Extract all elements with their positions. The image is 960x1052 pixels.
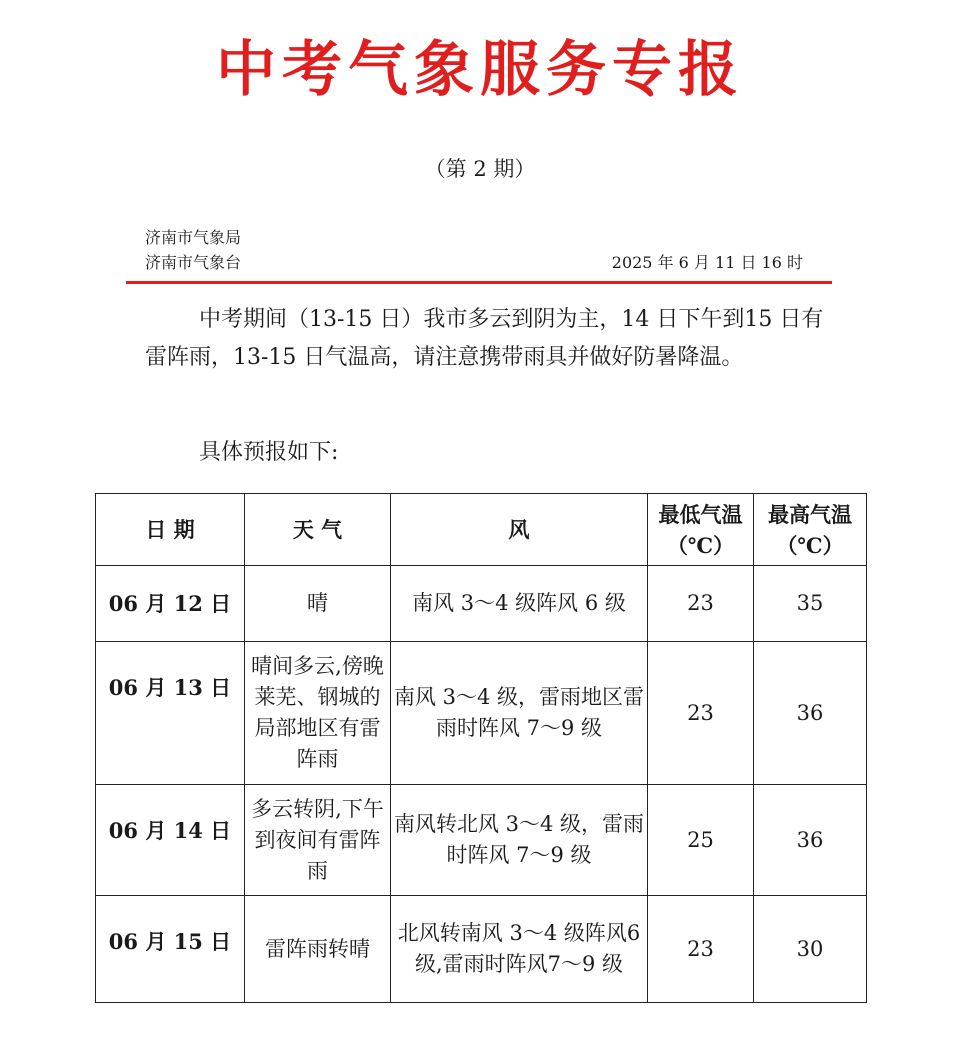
red-divider: [126, 281, 832, 284]
row-min-temp: 25: [648, 785, 754, 896]
col-header-max-temp: 最高气温（℃）: [754, 494, 867, 566]
row-weather: 晴间多云,傍晚莱芜、钢城的局部地区有雷阵雨: [245, 642, 391, 785]
row-weather: 多云转阴,下午到夜间有雷阵雨: [245, 785, 391, 896]
row-date: 06 月 15 日: [96, 896, 245, 1003]
row-min-temp: 23: [648, 896, 754, 1003]
row-min-temp: 23: [648, 642, 754, 785]
row-max-temp: 36: [754, 642, 867, 785]
document-title: 中考气象服务专报: [216, 35, 744, 105]
row-wind: 北风转南风 3～4 级阵风6级,雷雨时阵风7～9 级: [391, 896, 648, 1003]
col-header-min-temp: 最低气温（℃）: [648, 494, 754, 566]
issue-date: 2025 年 6 月 11 日 16 时: [611, 253, 803, 272]
table-row: [96, 566, 867, 642]
issue-number: （第 2 期）: [424, 157, 536, 181]
forecast-subheading: 具体预报如下:: [199, 440, 339, 465]
row-weather: 晴: [245, 566, 391, 642]
col-header-weather: 天 气: [245, 494, 391, 566]
row-min-temp: 23: [648, 566, 754, 642]
row-wind: 南风转北风 3～4 级，雷雨时阵风 7～9 级: [391, 785, 648, 896]
row-weather: 雷阵雨转晴: [245, 896, 391, 1003]
table-row: [96, 896, 867, 1003]
intro-paragraph: 中考期间（13-15 日）我市多云到阴为主，14 日下午到15 日有雷阵雨，13-15 日气温高，请注意携带雨具并做好防暑降温。: [145, 307, 824, 370]
row-wind: 南风 3～4 级阵风 6 级: [391, 566, 648, 642]
issuing-bureau: 济南市气象局: [145, 228, 242, 247]
row-max-temp: 35: [754, 566, 867, 642]
row-max-temp: 36: [754, 785, 867, 896]
row-date: 06 月 14 日: [96, 785, 245, 896]
issuing-observatory: 济南市气象台: [145, 253, 242, 272]
col-header-wind: 风: [391, 494, 648, 566]
row-max-temp: 30: [754, 896, 867, 1003]
table-row: [96, 642, 867, 785]
table-header-row: [96, 494, 867, 566]
col-header-date: 日 期: [96, 494, 245, 566]
row-date: 06 月 13 日: [96, 642, 245, 785]
forecast-table: [95, 493, 867, 1003]
table-row: [96, 785, 867, 896]
row-date: 06 月 12 日: [96, 566, 245, 642]
row-wind: 南风 3～4 级，雷雨地区雷雨时阵风 7～9 级: [391, 642, 648, 785]
